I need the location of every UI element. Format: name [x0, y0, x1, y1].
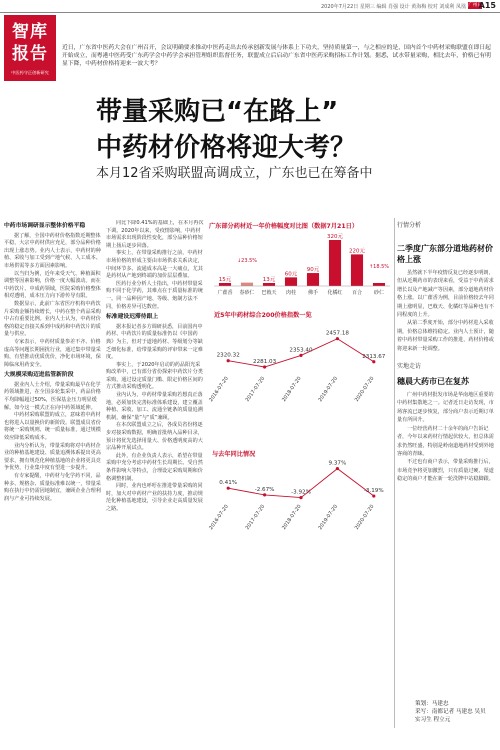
- paragraph: 专家表示，中药材质量参差不齐、价格虚高等问题长期困扰行业，通过集中带量采购，有望推动优质优价，净化市场环境，保障临床用药安全。: [4, 338, 101, 368]
- masthead-line1: 智库: [12, 22, 48, 42]
- yoy-chart-value-label: -2.67%: [254, 486, 275, 493]
- bar-value-label: 90元: [306, 267, 320, 274]
- paragraph: 数据显示，此前广东省医疗机构中药饮片采购金额持续增长，中药在整个药品采购中占有重要比例。业内人士认为，中药材价格的稳定直接关系到中成药和中药饮片的质量与供应。: [4, 300, 101, 338]
- bar: [219, 283, 231, 286]
- yoy-chart-point: [227, 487, 230, 490]
- sidebar-column: [397, 220, 497, 484]
- index-chart-point: [372, 360, 375, 363]
- index-chart-value-label: 2457.18: [325, 330, 349, 337]
- paragraph: 此外，有企业负责人表示，希望在带量采购中充分考虑中药材生长周期长、受自然条件影响大等特点，合理设定采购周期和价格调整机制。: [106, 452, 203, 482]
- bar-category-label: 佛手: [307, 290, 319, 296]
- page-header-bar: [0, 0, 500, 12]
- yoy-chart-x-tick-label: 2019-07-20: [317, 503, 340, 531]
- paragraph: 从第二季度开始，部分中药材进入采收期，价格总体维持稳定。业内人士预计，随着中药材带量采购工作的推进，药材价格或将迎来新一轮调整。: [397, 320, 494, 352]
- paragraph: 据业内人士介绍，带量采购最早在化学药领域推进，在全国多轮集采中，药品价格平均降幅超过50%，医保基金压力明显缓解。如今这一模式正在向中药领域延伸。: [4, 381, 101, 411]
- bar-value-label: 60元: [284, 271, 298, 278]
- index-chart-point: [336, 337, 339, 340]
- section-heading: 大规模采购迈进监管新阶段: [4, 372, 74, 379]
- sidebar-heading: 二季度广东部分道地药材价格上涨: [397, 244, 493, 264]
- chart-title-yoy: 与去年同比情况: [212, 451, 256, 458]
- index-chart-x-tick-label: 2018-07-20: [281, 375, 303, 403]
- bar: [263, 283, 275, 286]
- issue-info: 2020年7月22日 星期三 编辑 肖强 设计 黄海梅 校对 刘成利 凤凰: [321, 4, 466, 10]
- header-rule: [0, 12, 500, 13]
- article-column-2: [106, 220, 204, 725]
- bar: [351, 254, 363, 286]
- index-chart-point: [299, 354, 302, 357]
- paragraph: 医药行业分析人士指出，中药材带量采购不同于化学药，其难点在于质量标准的统一。同一品种因产地、等级、炮制方法不同，价格差异可达数倍。: [106, 280, 203, 310]
- masthead-line2: 报告: [12, 44, 48, 64]
- subheadline: 本月12省采购联盟高调成立，广东也已在筹备中: [96, 166, 373, 181]
- yoy-chart-point: [263, 493, 266, 496]
- paper-badge: 广州日: [468, 3, 482, 8]
- yoy-chart-point: [336, 467, 339, 470]
- yoy-chart-point: [299, 496, 302, 499]
- credit-line: 策划：马建忠: [415, 701, 449, 707]
- bar-value-label: 15元: [218, 277, 232, 283]
- sidebar-body-2: [397, 391, 497, 483]
- index-chart-point: [227, 359, 230, 362]
- index-chart-series-line: [228, 339, 374, 367]
- section-heading: 中药市场调研显示整体价格平稳: [4, 223, 86, 229]
- paragraph: 以当归为例，近年来受天气、种植面积调整等因素影响，价格一度大幅波动。而在中药饮片、中成药领域，医院采购价格整体相对透明，成本压力向下游传导有限。: [4, 270, 101, 300]
- paragraph: 事实上，在带量采购推行之前，中药材市场价格的形成主要由市场供求关系决定，中间环节多、流通成本高是一大痛点，尤其是药材从产地到终端的加价层层叠加。: [106, 250, 203, 280]
- paragraph: 广州中药材批发市场是华南地区重要的中药材集散地之一。记者近日走访发现，市场客流已逐步恢复，部分商户表示近期订单量有所回升。: [397, 392, 494, 424]
- bar-value-label: 320元: [327, 234, 343, 240]
- paragraph: 有专家提醒，中药材与化学药不同，品种多、规格杂、质量标准难以统一，带量采购在执行中仍需因地制宜，兼顾企业合理利润与产业可持续发展。: [4, 473, 101, 502]
- paragraph: 事实上，于2020年启动的药品阳光采购改革中，已有部分省份探索中药饮片分类采购，通过设定质量门槛、限定价格区间的方式推动采购透明化。: [106, 361, 203, 391]
- index-chart-value-label: 2320.32: [216, 352, 240, 359]
- bar-annotation: ↓23.5%: [236, 258, 258, 264]
- bar: [241, 283, 253, 286]
- paragraph: 业内认为，中药材带量采购若想真正落地，必须加快完善标准体系建设，建立覆盖种植、采收、加工、流通全链条的质量追溯机制，确保“量”与“质”兼顾。: [106, 392, 203, 421]
- bar-annotation: ↑18.5%: [368, 264, 390, 270]
- yoy-chart-x-tick-label: 2018-07-20: [281, 503, 303, 531]
- paragraph: 据本报记者多方调研获悉，目前国内中药材、中药饮片的质量标准仍以《中国药典》为主，但对于道地药材、等级划分等缺乏细化标准，给带量采购的评审带来一定难度。: [106, 323, 203, 361]
- bar-category-label: 砂仁: [373, 290, 385, 296]
- bar-category-label: 化橘红: [327, 290, 343, 296]
- bar: [373, 283, 385, 286]
- bar-category-label: 春砂仁: [239, 290, 255, 296]
- bar: [307, 273, 319, 286]
- headline-line1: 带量采购已“在路上”: [96, 97, 339, 127]
- bar-category-label: 百合: [351, 290, 363, 296]
- index-chart-x-tick-label: 2019-07-20: [317, 375, 340, 403]
- index-chart-value-label: 2353.40: [289, 347, 313, 354]
- bar-category-label: 肉桂: [285, 290, 297, 296]
- yoy-chart-x-tick-label: 2016-07-20: [208, 503, 230, 531]
- sidebar-tag-2: 实地走访: [397, 363, 422, 371]
- sidebar-heading-2: 穗晨大药市已在复苏: [397, 377, 469, 387]
- yoy-chart-value-label: 0.41%: [219, 480, 238, 487]
- paragraph: 同时，业内也呼吁在推进带量采购的同时，加大对中药材产业的扶持力度，推动规范化种植基地建设，引导企业走高质量发展之路。: [106, 483, 203, 512]
- credit-line: 采写：南都记者 马建忠 吴贝: [415, 709, 486, 715]
- lede-paragraph: 近日，广东省中医药大会在广州召开，会议明确要求推动中医药走出去传承创新发展与体系上下功夫，坚持质量第一，与之相应的是，国内首个中药材采购联盟在即日起开始成立，而粤港中医药受广东药学会中药学会承担管理组织监督任务，联盟成立后启动广东省中医药采购招标工作计划。据悉，试水带量采购，相比去年，价格已有明显下降，中药材价格将迎来一波大考？: [62, 45, 491, 67]
- yoy-chart-x-tick-label: 2020-07-20: [353, 503, 376, 531]
- index-chart-point: [263, 365, 266, 368]
- index-chart-x-tick-label: 2020-07-20: [353, 375, 376, 403]
- index-chart-x-tick-label: 2016-07-20: [208, 375, 230, 403]
- yoy-chart-x-tick-label: 2017-07-20: [244, 503, 267, 531]
- bar-category-label: 巴戟天: [261, 290, 277, 296]
- bar-value-label: 13元: [262, 277, 276, 283]
- credits-box: [415, 700, 495, 724]
- article-column-3: [208, 575, 290, 725]
- paragraph: 在本次联盟成立之后，各成员省份将逐步对接采购数据，明确首批纳入品种目录，预计将优先选择用量大、价格透明度高的大宗品种开展试点。: [106, 422, 203, 452]
- paragraph: 不过也有商户表示，带量采购推行后，市场竞争将更加激烈，只有质量过硬、渠道稳定的商户才能在新一轮洗牌中站稳脚跟。: [397, 459, 494, 483]
- credit-line: 实习生 程立元: [415, 717, 451, 723]
- bar: [329, 240, 341, 286]
- section-heading: 标准建设迟滞待跟上: [106, 314, 159, 321]
- column-masthead: [4, 15, 56, 81]
- paragraph: 中药材采购联盟的成立，意味着中药材也将进入以量换价的新阶段。联盟成员省份将统一采购规则、统一质量标准，通过规模效应降低采购成本。: [4, 412, 101, 442]
- column-divider: [394, 218, 395, 728]
- chart-title-bar: 广东部分药材近一年价格幅度对比图（数据7月21日）: [209, 223, 359, 230]
- yoy-chart-point: [372, 494, 375, 497]
- yoy-chart-series-line: [228, 469, 374, 498]
- paragraph: 虽然就下半年疫情反复已经逐步明朗，但从近期药市的表现来看，受益于中药需求增长以及产地减产等因素，部分道地药材价格上涨。以广藿香为例，目前价格较去年同期上涨明显，巴戟天、化橘红等品种也有不同程度的上升。: [397, 270, 494, 319]
- article-column-1: [4, 220, 102, 725]
- yoy-chart-value-label: -3.92%: [291, 489, 311, 496]
- bar-value-label: 220元: [349, 248, 365, 255]
- headline-line2: 中药材价格将迎大考？: [96, 133, 357, 163]
- masthead-tag: 中医药守正创新研究: [11, 70, 49, 75]
- chart-title-index: 近5年中药材综合200价格指数一览: [214, 312, 312, 319]
- index-chart-x-tick-label: 2017-07-20: [244, 375, 267, 403]
- index-chart-value-label: 2313.67: [362, 353, 386, 360]
- yoy-chart-value-label: 9.37%: [328, 460, 347, 467]
- page-number: A15: [478, 1, 496, 10]
- bar: [285, 277, 297, 286]
- yoy-chart-value-label: -3.19%: [363, 488, 384, 495]
- paragraph: 据了解，全国中药材价格指数近期整体平稳，大宗中药材供应充足，部分品种价格出现上涨态势。业内人士表示，中药材的种植、采收与加工受到产地气候、人工成本、市场供需等多方面因素影响。: [4, 232, 101, 269]
- paragraph: 业内分析认为，带量采购将对中药材企业的种植基地建设、质量追溯体系提出更高要求，拥有规范化种植基地的企业将更具竞争优势，行业集中度有望进一步提升。: [4, 442, 101, 472]
- paragraph: 同比下降0.41%的基础上，在本月再次下调。2020年以来，受疫情影响，中药材市场需求出现阶段性变化，部分品种价格短期上扬后逐步回落。: [106, 220, 204, 249]
- index-chart-value-label: 2281.03: [253, 359, 277, 366]
- bar-category-label: 广藿香: [217, 290, 233, 296]
- sidebar-tag: 行情分析: [397, 222, 422, 229]
- sidebar-body-1: [397, 269, 497, 353]
- paragraph: 一位经营药材二十余年的商户告诉记者，今年以来药材行情起伏较大，但总体需求仍然旺盛，特别是岭南道地药材受到外地客商的青睐。: [397, 425, 494, 457]
